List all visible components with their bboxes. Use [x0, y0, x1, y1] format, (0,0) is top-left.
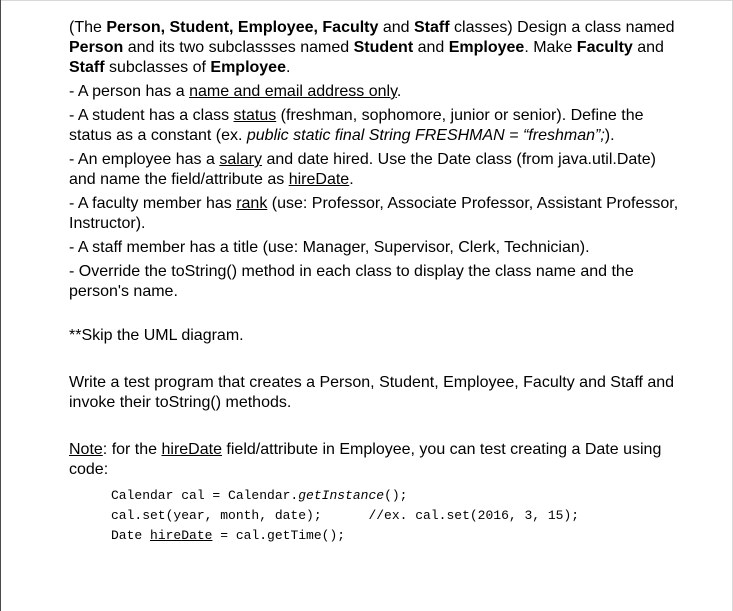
employee-text-1: - An employee has a: [69, 151, 220, 168]
skip-paragraph: **Skip the UML diagram.: [69, 327, 244, 344]
staff-text: - A staff member has a title (use: Manager, Supervisor, Clerk, Technician).: [69, 239, 590, 256]
student-underline-status: status: [233, 107, 277, 124]
code-line-1-a: Calendar cal = Calendar.: [111, 488, 299, 503]
code-line-2: [111, 506, 679, 526]
intro-bold-staff-2: Staff: [69, 59, 105, 76]
intro-text-2: and: [378, 19, 414, 36]
code-line-1-method: getInstance: [298, 488, 385, 503]
intro-bold-student: Student: [353, 39, 414, 56]
employee-paragraph: [69, 150, 679, 190]
intro-text-7: and: [632, 39, 664, 56]
intro-text-9: .: [285, 59, 291, 76]
employee-underline-salary: salary: [219, 151, 262, 168]
student-text-2: (freshman, sophomore, junior or senior). Define the status as a constant (ex.: [69, 107, 644, 144]
student-text-3: ).: [604, 127, 615, 144]
intro-bold-faculty: Faculty: [576, 39, 633, 56]
note-text-2: field/attribute in Employee, you can test creating a Date using code:: [69, 441, 662, 478]
intro-text-1: (The: [69, 19, 107, 36]
code-line-3: [111, 526, 679, 546]
intro-bold-staff: Staff: [414, 19, 450, 36]
code-block: [111, 486, 679, 546]
person-text-1: - A person has a: [69, 83, 190, 100]
page-top-border: [0, 0, 733, 1]
code-line-1-c: ();: [384, 488, 408, 503]
code-line-3-hiredate: hireDate: [150, 528, 213, 543]
intro-bold-employee-2: Employee: [210, 59, 286, 76]
note-text-1: : for the: [102, 441, 162, 458]
person-underline: name and email address only: [189, 83, 397, 100]
code-line-3-c: = cal.getTime();: [212, 528, 346, 543]
page-left-border: [0, 0, 1, 611]
test-paragraph: Write a test program that creates a Person, Student, Employee, Faculty and Staff and invoke their toString() methods.: [69, 374, 675, 411]
note-paragraph: [69, 440, 679, 480]
code-line-3-a: Date: [111, 528, 151, 543]
document-body: [69, 18, 679, 546]
intro-text-3: classes) Design a class named: [449, 19, 675, 36]
code-line-2-comment: //ex. cal.set(2016, 3, 15);: [321, 508, 580, 523]
intro-bold-person: Person: [69, 39, 124, 56]
note-label: Note: [69, 441, 103, 458]
staff-paragraph: [69, 238, 679, 258]
code-line-1: [111, 486, 679, 506]
student-text-1: - A student has a class: [69, 107, 234, 124]
intro-text-4: and its two subclassses named: [123, 39, 354, 56]
employee-text-2: and date hired. Use the Date class (from java.util.Date) and name the field/attribute as: [69, 151, 656, 188]
faculty-text-2: (use: Professor, Associate Professor, Assistant Professor, Instructor).: [69, 195, 679, 232]
intro-text-5: and: [413, 39, 449, 56]
intro-text-6: . Make: [524, 39, 577, 56]
employee-text-3: .: [349, 171, 354, 188]
faculty-paragraph: [69, 194, 679, 234]
intro-paragraph: [69, 18, 679, 78]
code-line-2-a: cal.set(year, month, date);: [111, 508, 322, 523]
faculty-text-1: - A faculty member has: [69, 195, 237, 212]
person-paragraph: [69, 82, 679, 102]
faculty-underline-rank: rank: [236, 195, 268, 212]
note-underline-hiredate: hireDate: [161, 441, 222, 458]
employee-underline-hiredate: hireDate: [288, 171, 350, 188]
override-text: - Override the toString() method in each class to display the class name and the person's name.: [69, 263, 634, 300]
student-italic-constant: public static final String FRESHMAN = “freshman”;: [246, 127, 605, 144]
student-paragraph: [69, 106, 679, 146]
intro-bold-employee: Employee: [448, 39, 525, 56]
intro-text-8: subclasses of: [104, 59, 211, 76]
person-text-2: .: [396, 83, 402, 100]
override-paragraph: [69, 262, 679, 302]
intro-bold-classes: Person, Student, Employee, Faculty: [106, 19, 379, 36]
